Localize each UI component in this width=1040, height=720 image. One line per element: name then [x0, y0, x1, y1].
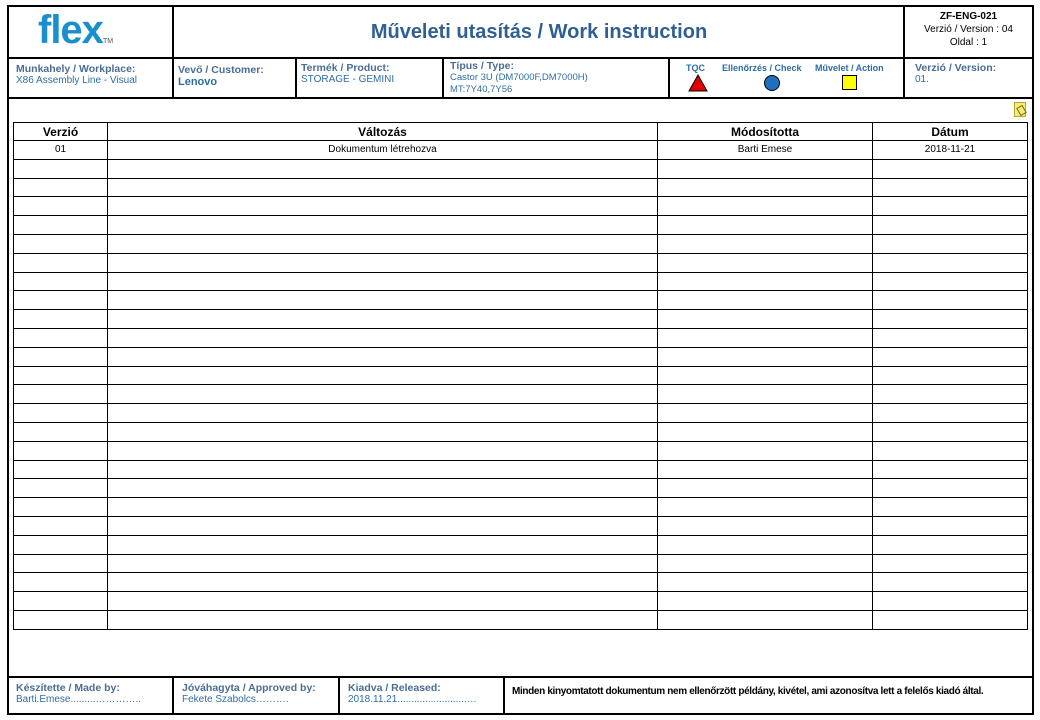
legend-tqc-label: TQC [686, 63, 705, 73]
cell-date [873, 516, 1028, 535]
column-header-date: Dátum [873, 123, 1028, 141]
workplace-value: X86 Assembly Line - Visual [16, 75, 137, 86]
document-info [905, 10, 1032, 49]
approved-by-label: Jóváhagyta / Approved by: [182, 682, 316, 694]
cell-date [873, 404, 1028, 423]
cell-version [14, 573, 108, 592]
product-value: STORAGE - GEMINI [301, 74, 395, 85]
customer-divider [295, 57, 297, 99]
cell-modified-by [658, 498, 873, 517]
cell-change: Dokumentum létrehozva [108, 141, 658, 160]
cell-change [108, 573, 658, 592]
table-row [14, 498, 1028, 517]
cell-change [108, 291, 658, 310]
made-by-cell [16, 682, 141, 705]
cell-modified-by [658, 422, 873, 441]
table-row [14, 197, 1028, 216]
cell-date [873, 535, 1028, 554]
check-circle-icon [763, 74, 781, 92]
cell-modified-by [658, 610, 873, 629]
version-value: 01. [915, 74, 929, 85]
cell-version [14, 234, 108, 253]
table-row [14, 178, 1028, 197]
legend-check-label: Ellenőrzés / Check [722, 63, 802, 73]
approved-by-cell [182, 682, 316, 705]
cell-modified-by [658, 253, 873, 272]
footer-divider [7, 676, 1034, 678]
cell-version [14, 460, 108, 479]
made-by-label: Készítette / Made by: [16, 682, 120, 694]
cell-change [108, 422, 658, 441]
logo-trademark: TM [102, 38, 114, 45]
cell-change [108, 272, 658, 291]
cell-date: 2018-11-21 [873, 141, 1028, 160]
logo-text: flex [38, 8, 103, 52]
column-header-modified-by: Módosította [658, 123, 873, 141]
cell-change [108, 554, 658, 573]
cell-change [108, 234, 658, 253]
table-row [14, 610, 1028, 629]
cell-change [108, 535, 658, 554]
table-row [14, 159, 1028, 178]
version-label: Verzió / Version: [915, 62, 997, 74]
cell-change [108, 347, 658, 366]
cell-version [14, 535, 108, 554]
cell-date [873, 328, 1028, 347]
column-header-change: Változás [108, 123, 658, 141]
type-value-2: MT:7Y40,7Y56 [450, 84, 513, 95]
cell-version [14, 422, 108, 441]
table-row [14, 366, 1028, 385]
cell-change [108, 404, 658, 423]
doc-code: ZF-ENG-021 [939, 11, 998, 22]
table-row [14, 328, 1028, 347]
cell-modified-by [658, 535, 873, 554]
table-row [14, 310, 1028, 329]
print-notice: Minden kinyomtatott dokumentum nem ellenőrzött példány, kivétel, ami azonosítva lett a felelős kiadó által. [512, 686, 984, 697]
cell-modified-by [658, 441, 873, 460]
action-square-icon [842, 75, 858, 91]
column-header-version: Verzió [14, 123, 108, 141]
workplace-label: Munkahely / Workplace: [16, 63, 136, 75]
cell-date [873, 197, 1028, 216]
cell-modified-by [658, 573, 873, 592]
customer-cell [178, 64, 264, 88]
cell-version [14, 310, 108, 329]
legend-action-label: Művelet / Action [815, 63, 884, 73]
cell-version [14, 291, 108, 310]
cell-date [873, 159, 1028, 178]
table-row [14, 573, 1028, 592]
product-label: Termék / Product: [301, 62, 390, 74]
cell-modified-by [658, 216, 873, 235]
cell-modified-by [658, 347, 873, 366]
cell-modified-by [658, 460, 873, 479]
cell-modified-by [658, 272, 873, 291]
cell-date [873, 460, 1028, 479]
cell-change [108, 159, 658, 178]
approved-by-value: Fekete Szabolcs………. [182, 694, 289, 705]
page-title: Műveleti utasítás / Work instruction [370, 20, 708, 43]
header-divider [7, 57, 1034, 59]
cell-version [14, 366, 108, 385]
version-cell [915, 62, 996, 85]
table-row [14, 385, 1028, 404]
cell-change [108, 310, 658, 329]
customer-value: Lenovo [178, 76, 218, 88]
cell-modified-by [658, 516, 873, 535]
table-row [14, 272, 1028, 291]
cell-modified-by [658, 310, 873, 329]
cell-date [873, 592, 1028, 611]
info-divider [7, 97, 1034, 99]
cell-modified-by [658, 197, 873, 216]
cell-date [873, 366, 1028, 385]
cell-version: 01 [14, 141, 108, 160]
cell-version [14, 328, 108, 347]
workplace-cell [16, 63, 137, 86]
table-row [14, 234, 1028, 253]
cell-date [873, 291, 1028, 310]
table-row [14, 460, 1028, 479]
cell-change [108, 479, 658, 498]
cell-change [108, 441, 658, 460]
cell-modified-by: Barti Emese [658, 141, 873, 160]
cell-change [108, 516, 658, 535]
released-value: 2018.11.21.........................… [348, 694, 477, 705]
table-row [14, 479, 1028, 498]
cell-version [14, 498, 108, 517]
cell-modified-by [658, 291, 873, 310]
type-label: Típus / Type: [450, 60, 514, 72]
cell-date [873, 216, 1028, 235]
table-row [14, 516, 1028, 535]
cell-version [14, 178, 108, 197]
cell-version [14, 479, 108, 498]
cell-version [14, 347, 108, 366]
cell-version [14, 272, 108, 291]
cell-modified-by [658, 592, 873, 611]
cell-version [14, 554, 108, 573]
cell-version [14, 441, 108, 460]
released-label: Kiadva / Released: [348, 682, 441, 694]
cell-change [108, 385, 658, 404]
type-divider [668, 57, 670, 99]
cell-date [873, 498, 1028, 517]
cell-modified-by [658, 159, 873, 178]
cell-modified-by [658, 178, 873, 197]
cell-change [108, 178, 658, 197]
cell-date [873, 253, 1028, 272]
cell-version [14, 385, 108, 404]
made-by-value: Barti.Emese.........………….. [16, 694, 142, 705]
cell-modified-by [658, 328, 873, 347]
cell-change [108, 253, 658, 272]
cell-modified-by [658, 366, 873, 385]
edit-note-icon[interactable] [1014, 102, 1026, 117]
cell-change [108, 197, 658, 216]
cell-version [14, 592, 108, 611]
table-header-row [14, 123, 1028, 141]
cell-version [14, 159, 108, 178]
cell-version [14, 197, 108, 216]
cell-date [873, 385, 1028, 404]
cell-version [14, 610, 108, 629]
cell-change [108, 498, 658, 517]
cell-modified-by [658, 404, 873, 423]
cell-date [873, 610, 1028, 629]
released-cell [348, 682, 477, 705]
product-divider [442, 57, 444, 99]
cell-date [873, 234, 1028, 253]
table-row [14, 216, 1028, 235]
cell-change [108, 216, 658, 235]
footer-divider-1 [172, 676, 174, 715]
table-row [14, 422, 1028, 441]
footer-divider-2 [338, 676, 340, 715]
table-row [14, 554, 1028, 573]
footer-divider-3 [503, 676, 505, 715]
cell-modified-by [658, 234, 873, 253]
cell-date [873, 573, 1028, 592]
cell-date [873, 554, 1028, 573]
table-row [14, 404, 1028, 423]
table-row [14, 141, 1028, 160]
cell-modified-by [658, 554, 873, 573]
cell-date [873, 347, 1028, 366]
cell-change [108, 592, 658, 611]
cell-date [873, 310, 1028, 329]
cell-modified-by [658, 385, 873, 404]
type-value-1: Castor 3U (DM7000F,DM7000H) [450, 72, 588, 83]
cell-version [14, 253, 108, 272]
flex-logo [38, 10, 113, 62]
table-row [14, 291, 1028, 310]
table-row [14, 441, 1028, 460]
customer-label: Vevő / Customer: [178, 64, 264, 76]
table-row [14, 535, 1028, 554]
cell-version [14, 404, 108, 423]
cell-version [14, 516, 108, 535]
table-row [14, 592, 1028, 611]
revision-table [13, 122, 1028, 630]
cell-date [873, 422, 1028, 441]
cell-change [108, 366, 658, 385]
cell-version [14, 216, 108, 235]
cell-change [108, 328, 658, 347]
cell-date [873, 178, 1028, 197]
cell-date [873, 272, 1028, 291]
product-cell [301, 62, 394, 85]
table-row [14, 253, 1028, 272]
table-row [14, 347, 1028, 366]
cell-date [873, 479, 1028, 498]
cell-change [108, 610, 658, 629]
cell-date [873, 441, 1028, 460]
cell-modified-by [658, 479, 873, 498]
doc-version: Verzió / Version : 04 [924, 24, 1013, 35]
tqc-triangle-icon [688, 74, 708, 92]
workplace-divider [172, 57, 174, 99]
type-cell [450, 60, 588, 96]
cell-change [108, 460, 658, 479]
doc-page: Oldal : 1 [949, 37, 988, 48]
